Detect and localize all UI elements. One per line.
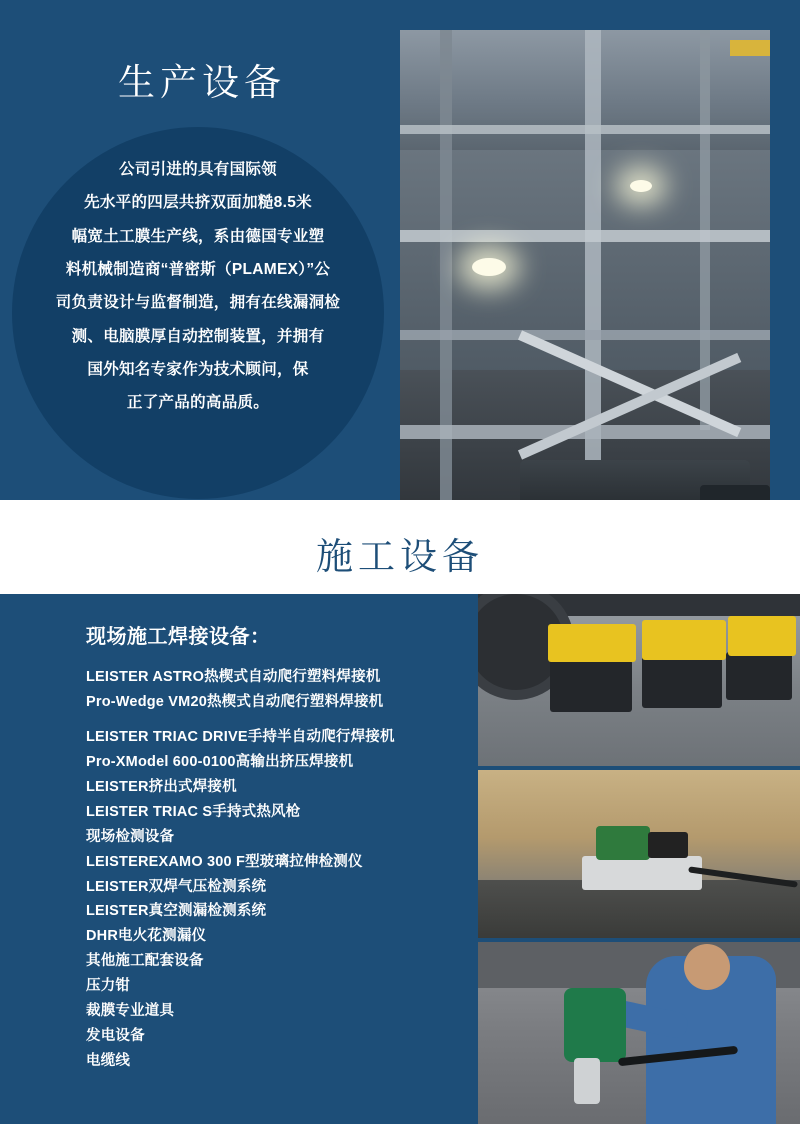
photo-beam bbox=[400, 230, 770, 242]
list-item: LEISTER挤出式焊接机 bbox=[86, 778, 237, 795]
photo-welder-nozzle bbox=[574, 1058, 600, 1104]
photo-case bbox=[642, 656, 722, 708]
list-item: LEISTER TRIAC S手持式热风枪 bbox=[86, 803, 301, 820]
list-item: 电缆线 bbox=[86, 1053, 131, 1070]
list-item: LEISTER真空测漏检测系统 bbox=[86, 903, 267, 920]
worker-welding-photo bbox=[478, 942, 800, 1124]
photo-beam bbox=[585, 30, 601, 460]
photo-beam bbox=[400, 330, 770, 340]
production-line-2: 先水平的四层共挤双面加糙8.5米 bbox=[84, 194, 312, 212]
photo-device-base bbox=[582, 856, 702, 890]
production-line-5: 司负责设计与监督制造，拥有在线漏洞检 bbox=[55, 294, 341, 312]
production-line-6: 测、电脑膜厚自动控制装置，并拥有 bbox=[71, 327, 325, 345]
production-title: 生产设备 bbox=[118, 62, 286, 103]
production-description-circle bbox=[12, 127, 384, 499]
list-item: 压力钳 bbox=[86, 978, 131, 995]
production-line-4: 料机械制造商“普密斯（PLAMEX）”公 bbox=[65, 260, 331, 278]
photo-beam bbox=[440, 30, 452, 520]
list-item: 其他施工配套设备 bbox=[86, 953, 204, 970]
photo-lamp bbox=[630, 180, 652, 192]
production-line-7: 国外知名专家作为技术顾问，保 bbox=[87, 360, 309, 378]
list-item: 裁膜专业道具 bbox=[86, 1003, 175, 1020]
photo-lamp bbox=[472, 258, 506, 276]
photo-welder bbox=[548, 624, 636, 662]
list-item: LEISTER ASTRO热楔式自动爬行塑料焊接机 bbox=[86, 669, 381, 685]
photo-extrusion-welder bbox=[564, 988, 626, 1062]
photo-yellow-panel bbox=[730, 40, 770, 56]
equipment-list bbox=[86, 665, 478, 1074]
production-line-photo bbox=[400, 30, 770, 520]
photo-beam bbox=[400, 125, 770, 134]
photo-welder bbox=[728, 616, 796, 656]
list-item: LEISTEREXAMO 300 F型玻璃拉伸检测仪 bbox=[86, 853, 363, 870]
production-line-3: 幅宽土工膜生产线，系由德国专业塑 bbox=[71, 227, 325, 245]
production-line-8: 正了产品的高品质。 bbox=[126, 394, 270, 412]
list-item: Pro-Wedge VM20热楔式自动爬行塑料焊接机 bbox=[86, 693, 384, 710]
list-item: LEISTER双焊气压检测系统 bbox=[86, 878, 267, 895]
construction-photo-column bbox=[478, 594, 800, 1124]
photo-welder bbox=[642, 620, 726, 660]
testing-device-photo bbox=[478, 770, 800, 938]
photo-case bbox=[726, 652, 792, 700]
list-item: 发电设备 bbox=[86, 1028, 145, 1045]
photo-device-body bbox=[596, 826, 650, 860]
construction-title: 施工设备 bbox=[316, 536, 484, 577]
list-item: Pro-XModel 600-0100高输出挤压焊接机 bbox=[86, 753, 354, 770]
equipment-list-title: 现场施工焊接设备： bbox=[86, 626, 271, 648]
welding-equipment-photo bbox=[478, 594, 800, 766]
list-item: LEISTER TRIAC DRIVE手持半自动爬行焊接机 bbox=[86, 728, 395, 745]
construction-section bbox=[0, 594, 800, 1124]
photo-case bbox=[550, 660, 632, 712]
production-line-1: 公司引进的具有国际领 bbox=[118, 161, 277, 178]
photo-worker-head bbox=[684, 944, 730, 990]
photo-device-top bbox=[648, 832, 688, 858]
list-item: 现场检测设备 bbox=[86, 828, 175, 845]
list-item: DHR电火花测漏仪 bbox=[86, 928, 207, 945]
construction-title-band bbox=[0, 520, 800, 594]
equipment-list-column bbox=[0, 594, 478, 1124]
